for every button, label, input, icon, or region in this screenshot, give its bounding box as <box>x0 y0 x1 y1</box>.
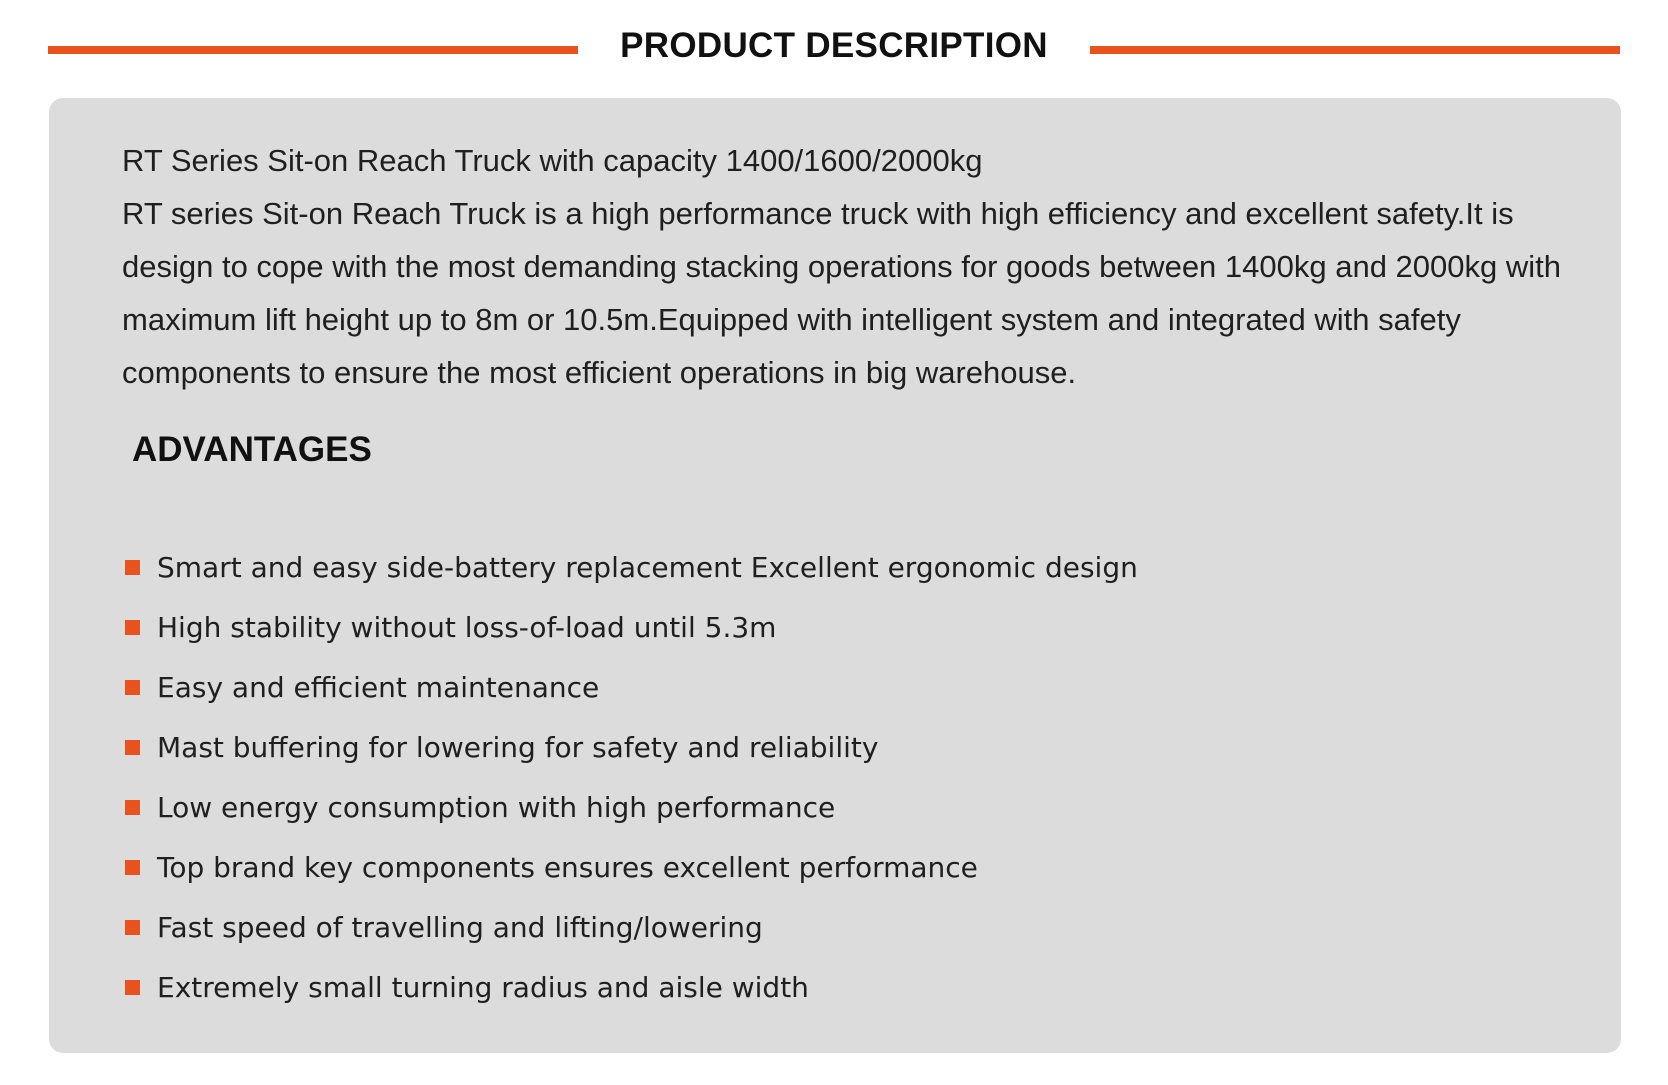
header-rule-left <box>48 46 578 54</box>
list-item <box>125 788 1138 848</box>
square-bullet-icon <box>125 800 140 815</box>
list-item <box>125 548 1138 608</box>
list-item-label: Fast speed of travelling and lifting/lowering <box>157 911 763 944</box>
list-item-label: Low energy consumption with high performance <box>157 791 836 824</box>
list-item-label: Extremely small turning radius and aisle width <box>157 971 809 1004</box>
header-rule-right <box>1090 46 1620 54</box>
intro-heading-line: RT Series Sit-on Reach Truck with capacity 1400/1600/2000kg <box>122 143 983 178</box>
list-item <box>125 668 1138 728</box>
list-item <box>125 728 1138 788</box>
page-title: PRODUCT DESCRIPTION <box>620 26 1048 65</box>
list-item-label: High stability without loss-of-load until 5.3m <box>157 611 777 644</box>
description-panel <box>49 98 1621 1053</box>
list-item-label: Easy and efficient maintenance <box>157 671 600 704</box>
square-bullet-icon <box>125 620 140 635</box>
list-item <box>125 848 1138 908</box>
list-item <box>125 608 1138 668</box>
intro-text <box>122 134 1562 399</box>
square-bullet-icon <box>125 980 140 995</box>
advantages-list <box>125 548 1138 1028</box>
list-item-label: Smart and easy side-battery replacement Excellent ergonomic design <box>157 551 1138 584</box>
square-bullet-icon <box>125 680 140 695</box>
list-item-label: Mast buffering for lowering for safety and reliability <box>157 731 879 764</box>
list-item <box>125 908 1138 968</box>
square-bullet-icon <box>125 920 140 935</box>
square-bullet-icon <box>125 740 140 755</box>
square-bullet-icon <box>125 860 140 875</box>
section-header <box>48 20 1620 78</box>
list-item-label: Top brand key components ensures excellent performance <box>157 851 978 884</box>
square-bullet-icon <box>125 560 140 575</box>
intro-body: RT series Sit-on Reach Truck is a high performance truck with high efficiency and excellent safety.It is design to cope with the most demanding stacking operations for goods between 1400kg and 2000kg with maximum lift height up to 8m or 10.5m.Equipped with intelligent system and integrated with safety components to ensure the most efficient operations in big warehouse. <box>122 196 1562 390</box>
list-item <box>125 968 1138 1028</box>
advantages-title: ADVANTAGES <box>132 430 372 469</box>
